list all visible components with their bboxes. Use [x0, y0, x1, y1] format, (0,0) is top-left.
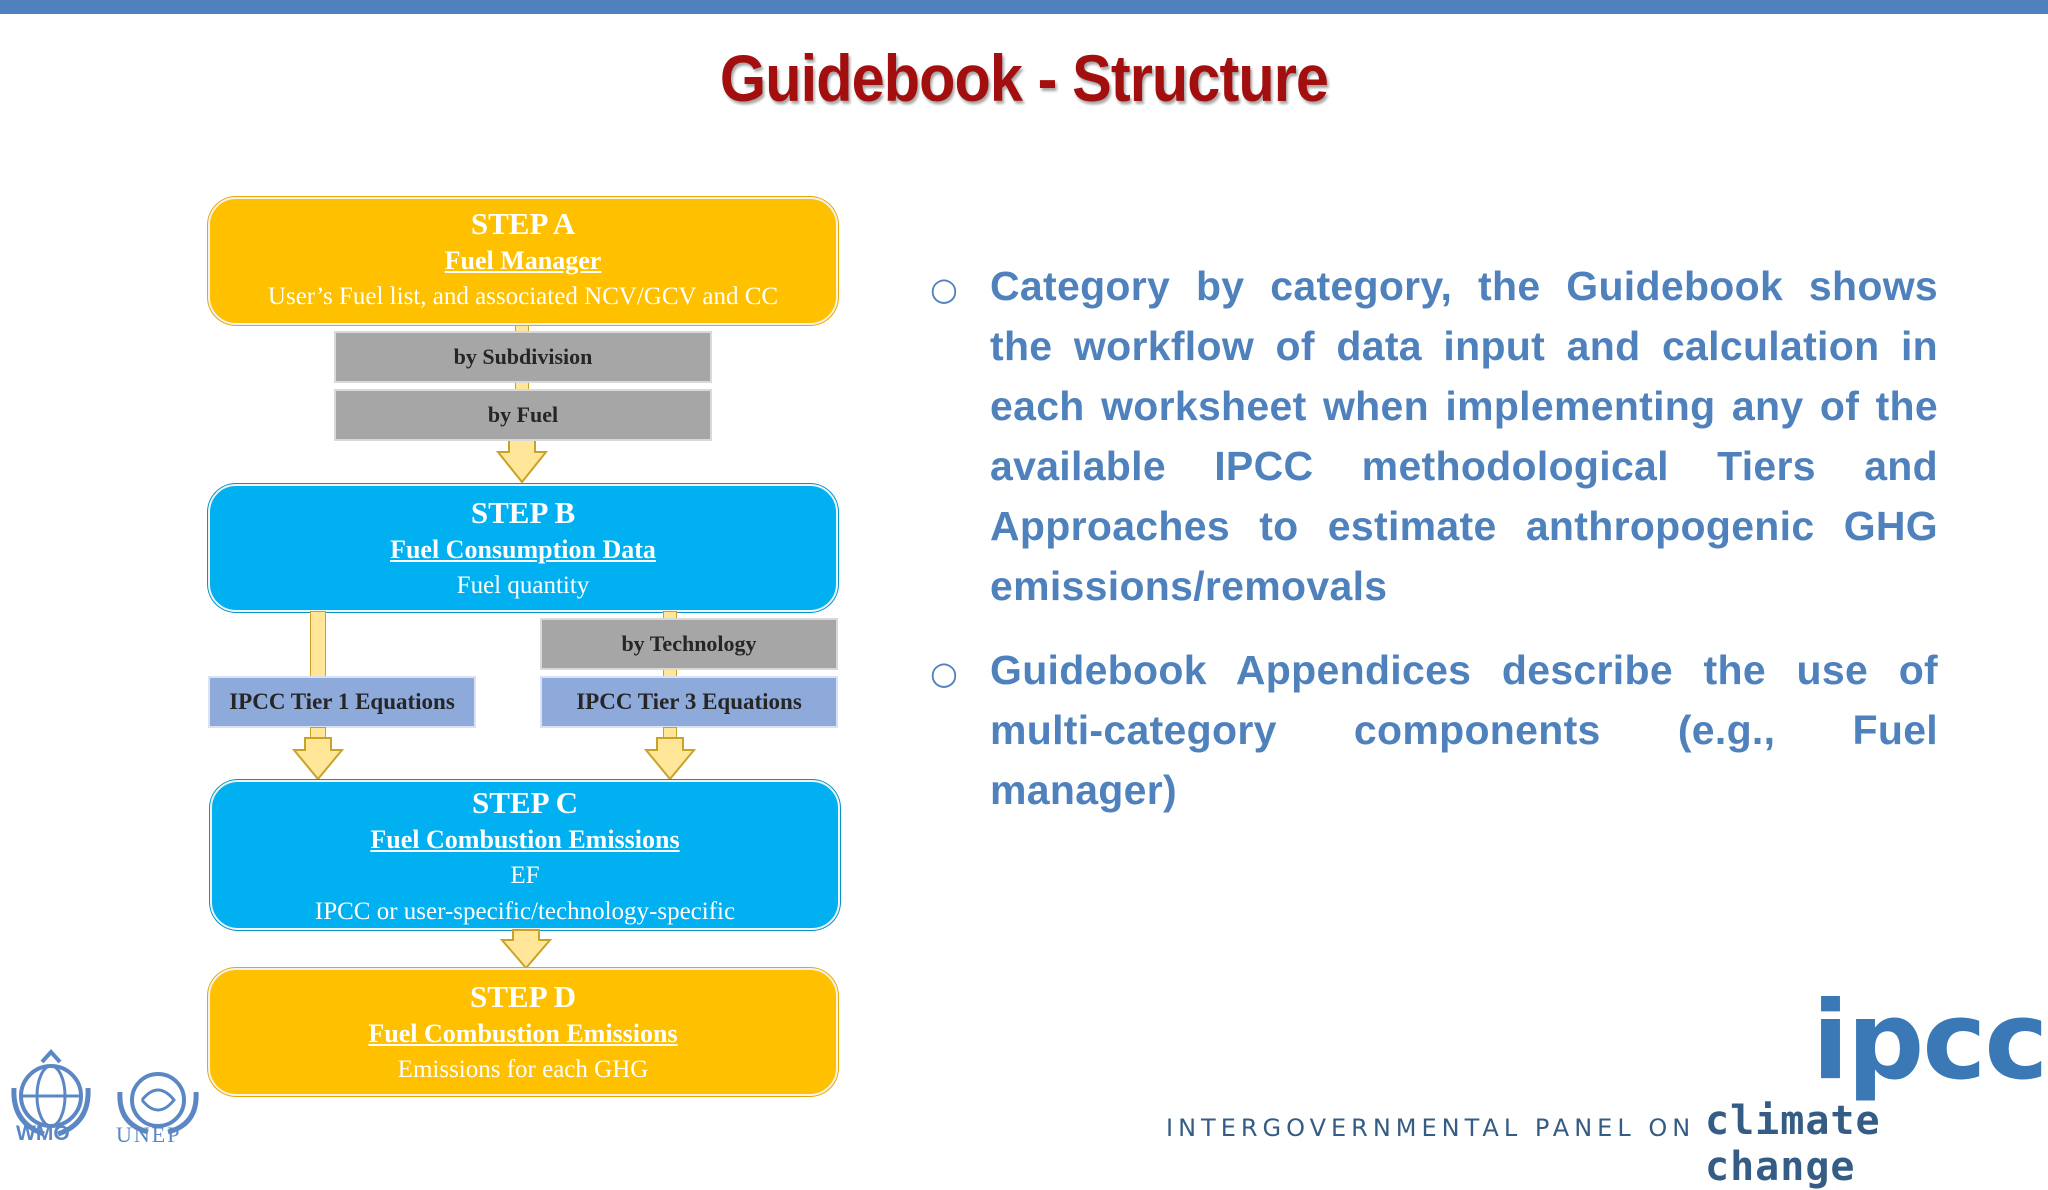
step-c-box — [210, 780, 840, 930]
arrow-down-to-step-d — [500, 928, 552, 970]
arrow-down-tier1-to-step-c — [292, 736, 344, 782]
step-d-label: STEP D — [470, 979, 576, 1014]
top-accent-bar — [0, 0, 2048, 14]
by-technology-box: by Technology — [540, 618, 838, 670]
step-c-title: Fuel Combustion Emissions — [370, 825, 680, 854]
step-b-label: STEP B — [470, 495, 576, 530]
arrow-down-tier3-to-step-c — [644, 736, 696, 782]
tier1-equations-box: IPCC Tier 1 Equations — [208, 676, 476, 728]
step-b-desc: Fuel quantity — [456, 572, 590, 599]
ipcc-tagline-panel: INTERGOVERNMENTAL PANEL ON — [1166, 1114, 1696, 1142]
tier3-equations-box: IPCC Tier 3 Equations — [540, 676, 838, 728]
connector-b-to-tier1 — [310, 611, 326, 677]
step-a-label: STEP A — [470, 206, 576, 241]
step-a-title: Fuel Manager — [444, 246, 602, 275]
step-b-title: Fuel Consumption Data — [390, 535, 656, 564]
step-c-label: STEP C — [472, 785, 578, 820]
bullet-text-2: Guidebook Appendices describe the use of multi-category components (e.g., Fuel manager) — [990, 647, 1938, 813]
step-d-box — [208, 968, 838, 1096]
ipcc-tagline-climate: climate change — [1705, 1098, 1881, 1190]
ipcc-logo-wordmark: ipcc — [1812, 979, 2047, 1104]
arrow-down-to-step-b — [496, 436, 548, 486]
step-a-desc: User’s Fuel list, and associated NCV/GCV and CC — [267, 283, 779, 310]
by-fuel-box: by Fuel — [334, 389, 712, 441]
step-d-title: Fuel Combustion Emissions — [368, 1019, 678, 1048]
slide-title: Guidebook - Structure — [719, 41, 1329, 115]
step-c-desc-source: IPCC or user-specific/technology-specific — [314, 898, 736, 925]
by-subdivision-box: by Subdivision — [334, 331, 712, 383]
bullet-marker: ○ — [930, 654, 958, 692]
unep-label: UNEP — [116, 1122, 182, 1147]
step-c-desc-ef: EF — [510, 862, 540, 889]
step-b-box — [208, 484, 838, 612]
bullet-marker: ○ — [930, 270, 958, 308]
wmo-label: WMO — [16, 1122, 70, 1145]
step-a-box — [208, 197, 838, 325]
bullet-text-1: Category by category, the Guidebook shows the workflow of data input and calculation in each worksheet when implementing any of the available IPCC methodological Tiers and Approaches to estimate anthropogenic GHG emissions/removals — [990, 263, 1938, 609]
step-d-desc: Emissions for each GHG — [397, 1056, 649, 1083]
